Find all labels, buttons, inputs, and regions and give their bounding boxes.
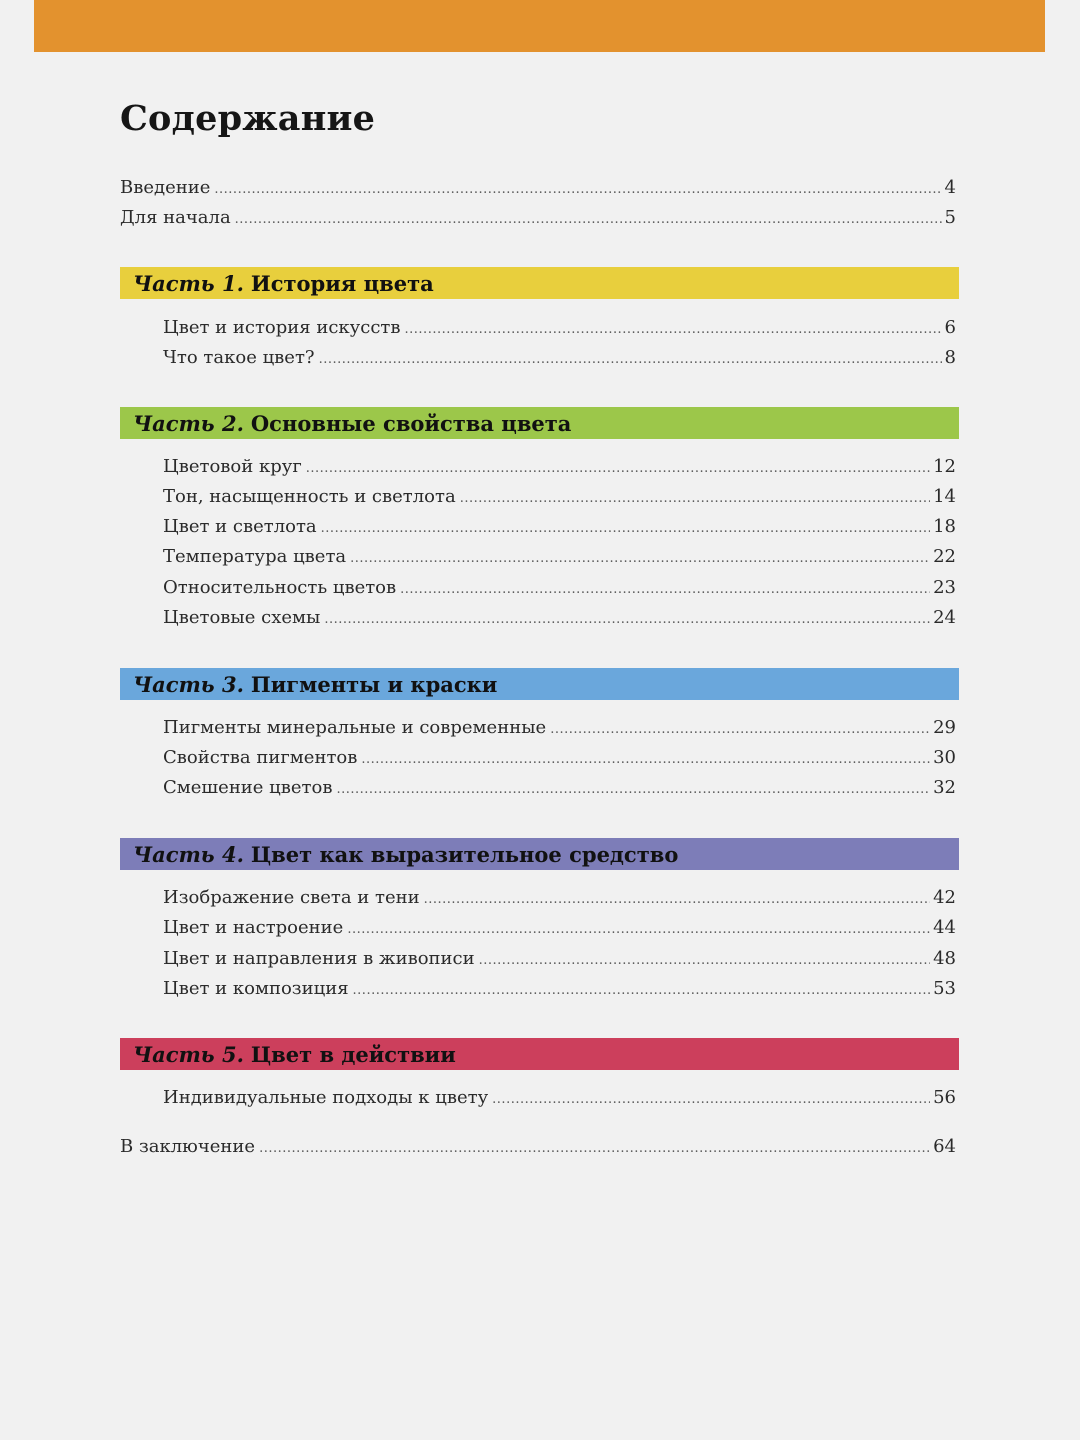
toc-entry-page: 32 bbox=[933, 777, 956, 798]
toc-entry-label: Свойства пигментов bbox=[163, 747, 358, 768]
toc-entry-page: 42 bbox=[933, 887, 956, 908]
toc-entry-label: Цветовые схемы bbox=[163, 607, 321, 628]
dot-leader bbox=[405, 315, 942, 345]
part-title: Цвет в действии bbox=[250, 1041, 456, 1067]
toc-entry[interactable] bbox=[163, 482, 956, 512]
toc-entry-label: Относительность цветов bbox=[163, 577, 397, 598]
dot-leader bbox=[479, 946, 930, 976]
toc-entry-page: 12 bbox=[933, 456, 956, 477]
toc-entry-label: Цвет и светлота bbox=[163, 516, 317, 537]
part-number: Часть 1. bbox=[133, 270, 244, 296]
toc-entry-page: 22 bbox=[933, 546, 956, 567]
toc-entry-label: Что такое цвет? bbox=[163, 347, 315, 368]
toc-entry-label: Цвет и настроение bbox=[163, 917, 344, 938]
part-title: История цвета bbox=[250, 270, 434, 296]
toc-entry[interactable] bbox=[163, 974, 956, 1004]
dot-leader bbox=[400, 575, 930, 605]
dot-leader bbox=[336, 775, 930, 805]
dot-leader bbox=[319, 345, 942, 375]
toc-entry-page: 5 bbox=[944, 207, 956, 228]
toc-entry-page: 53 bbox=[933, 978, 956, 999]
toc-entry[interactable] bbox=[120, 1132, 956, 1162]
part-title: Основные свойства цвета bbox=[250, 410, 572, 436]
toc-entry-label: Смешение цветов bbox=[163, 777, 333, 798]
toc-entry[interactable] bbox=[163, 313, 956, 343]
toc-entry[interactable] bbox=[163, 944, 956, 974]
toc-entry-label: Цветовой круг bbox=[163, 456, 302, 477]
part-2-header[interactable] bbox=[120, 407, 959, 439]
part-5-header[interactable] bbox=[120, 1038, 959, 1070]
dot-leader bbox=[492, 1085, 930, 1115]
toc-entry-label: Изображение света и тени bbox=[163, 887, 420, 908]
page-title: Содержание bbox=[120, 98, 376, 139]
toc-entry-page: 24 bbox=[933, 607, 956, 628]
dot-leader bbox=[306, 454, 930, 484]
toc-entry-label: Индивидуальные подходы к цвету bbox=[163, 1087, 489, 1108]
part-4-header[interactable] bbox=[120, 838, 959, 870]
toc-entry[interactable] bbox=[163, 713, 956, 743]
toc-entry-label: Цвет и композиция bbox=[163, 978, 349, 999]
toc-entry[interactable] bbox=[163, 883, 956, 913]
toc-entry-page: 56 bbox=[933, 1087, 956, 1108]
part-1-header[interactable] bbox=[120, 267, 959, 299]
toc-entry-page: 23 bbox=[933, 577, 956, 598]
dot-leader bbox=[350, 544, 930, 574]
toc-entry[interactable] bbox=[163, 773, 956, 803]
toc-entry-label: В заключение bbox=[120, 1136, 256, 1157]
toc-entry-label: Для начала bbox=[120, 207, 231, 228]
dot-leader bbox=[214, 175, 941, 205]
toc-entry-page: 8 bbox=[944, 347, 956, 368]
toc-entry-page: 4 bbox=[944, 177, 956, 198]
part-title: Цвет как выразительное средство bbox=[250, 841, 679, 867]
dot-leader bbox=[321, 514, 930, 544]
dot-leader bbox=[347, 915, 930, 945]
toc-entry-label: Введение bbox=[120, 177, 211, 198]
toc-entry-label: Тон, насыщенность и светлота bbox=[163, 486, 456, 507]
dot-leader bbox=[259, 1134, 930, 1164]
toc-entry-label: Цвет и направления в живописи bbox=[163, 948, 475, 969]
dot-leader bbox=[550, 715, 930, 745]
part-3-header[interactable] bbox=[120, 668, 959, 700]
part-title: Пигменты и краски bbox=[250, 671, 498, 697]
dot-leader bbox=[424, 885, 930, 915]
toc-entry[interactable] bbox=[120, 203, 956, 233]
dot-leader bbox=[235, 205, 942, 235]
toc-entry[interactable] bbox=[163, 542, 956, 572]
toc-entry-page: 18 bbox=[933, 516, 956, 537]
toc-entry[interactable] bbox=[163, 452, 956, 482]
toc-entry-page: 6 bbox=[944, 317, 956, 338]
part-number: Часть 5. bbox=[133, 1041, 244, 1067]
toc-entry-page: 48 bbox=[933, 948, 956, 969]
toc-entry-label: Температура цвета bbox=[163, 546, 347, 567]
toc-entry-page: 29 bbox=[933, 717, 956, 738]
dot-leader bbox=[361, 745, 930, 775]
part-number: Часть 2. bbox=[133, 410, 244, 436]
dot-leader bbox=[460, 484, 930, 514]
toc-entry-page: 14 bbox=[933, 486, 956, 507]
toc-entry[interactable] bbox=[120, 173, 956, 203]
toc-entry[interactable] bbox=[163, 512, 956, 542]
part-number: Часть 3. bbox=[133, 671, 244, 697]
toc-entry-page: 64 bbox=[933, 1136, 956, 1157]
toc-entry[interactable] bbox=[163, 1083, 956, 1113]
dot-leader bbox=[353, 976, 931, 1006]
top-accent-bar bbox=[34, 0, 1045, 52]
toc-entry[interactable] bbox=[163, 913, 956, 943]
toc-entry[interactable] bbox=[163, 573, 956, 603]
toc-entry-label: Цвет и история искусств bbox=[163, 317, 401, 338]
dot-leader bbox=[324, 605, 930, 635]
toc-entry-page: 30 bbox=[933, 747, 956, 768]
toc-entry[interactable] bbox=[163, 603, 956, 633]
toc-entry-page: 44 bbox=[933, 917, 956, 938]
toc-entry[interactable] bbox=[163, 743, 956, 773]
part-number: Часть 4. bbox=[133, 841, 244, 867]
toc-entry-label: Пигменты минеральные и современные bbox=[163, 717, 547, 738]
toc-entry[interactable] bbox=[163, 343, 956, 373]
